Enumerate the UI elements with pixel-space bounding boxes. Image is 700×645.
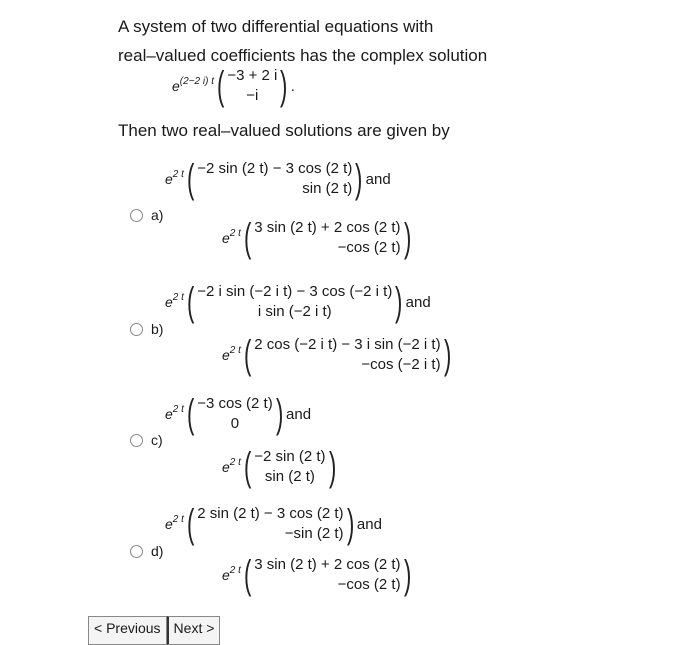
option-c-vector-2 [222, 447, 339, 487]
exp-power: 2 t [229, 565, 241, 576]
option-label-a: a) [151, 207, 164, 223]
radio-c[interactable] [130, 434, 143, 447]
exp-base: e [222, 230, 230, 246]
complex-solution [172, 66, 295, 106]
option-b-vector-2 [222, 335, 454, 375]
exp-base: e [222, 567, 230, 583]
vector-bottom: i sin (−2 i t) [257, 303, 332, 320]
right-paren: ) [355, 157, 363, 201]
left-paren: ( [216, 64, 225, 108]
navigation-bar [88, 616, 220, 645]
right-paren: ) [443, 333, 451, 377]
option-d[interactable] [130, 543, 163, 559]
option-label-c: c) [151, 432, 163, 448]
vector-top: −3 + 2 i [227, 67, 278, 84]
vector-top: −2 sin (2 t) − 3 cos (2 t) [197, 160, 353, 177]
vector-bottom: −cos (2 t) [337, 576, 401, 593]
left-paren: ( [243, 216, 252, 260]
vector-top: 2 cos (−2 i t) − 3 i sin (−2 i t) [254, 336, 441, 353]
right-paren: ) [280, 64, 288, 108]
option-b-vector-1 [165, 282, 431, 322]
vector-bottom: 0 [230, 415, 240, 432]
vector-top: 2 sin (2 t) − 3 cos (2 t) [197, 505, 344, 522]
option-c-vector-1 [165, 394, 311, 434]
right-paren: ) [403, 216, 411, 260]
left-paren: ( [186, 280, 195, 324]
option-d-vector-2 [222, 555, 414, 595]
right-paren: ) [346, 502, 354, 546]
option-b[interactable] [130, 321, 163, 337]
option-label-d: d) [151, 543, 164, 559]
left-paren: ( [186, 157, 195, 201]
option-a[interactable] [130, 207, 163, 223]
right-paren: ) [275, 392, 284, 436]
next-button[interactable]: Next > [167, 616, 221, 645]
trailing-period: . [290, 77, 295, 95]
radio-a[interactable] [130, 209, 143, 222]
radio-d[interactable] [130, 545, 143, 558]
exp-power: 2 t [229, 457, 241, 468]
vector-bottom: sin (2 t) [264, 468, 315, 485]
option-a-vector-1 [165, 159, 391, 199]
option-label-b: b) [151, 321, 164, 337]
left-paren: ( [243, 333, 252, 377]
and-connector: and [286, 405, 312, 423]
exp-power: 2 t [172, 404, 184, 415]
and-connector: and [405, 293, 431, 311]
exp-base: e [222, 459, 230, 475]
question-line-3: Then two real–valued solutions are given by [118, 121, 450, 140]
vector-bottom: −cos (−2 i t) [361, 356, 441, 373]
vector-top: −2 sin (2 t) [254, 448, 326, 465]
option-d-vector-1 [165, 504, 382, 544]
exp-power: 2 t [229, 228, 241, 239]
question-text [118, 12, 487, 70]
right-paren: ) [395, 280, 403, 324]
exp-power: 2 t [172, 292, 184, 303]
vector-top: −3 cos (2 t) [197, 395, 273, 412]
exp-base: e [172, 78, 180, 94]
right-paren: ) [403, 553, 411, 597]
option-c[interactable] [130, 432, 163, 448]
left-paren: ( [186, 502, 195, 546]
exp-base: e [165, 406, 173, 422]
vector-top: 3 sin (2 t) + 2 cos (2 t) [254, 219, 401, 236]
option-a-vector-2 [222, 218, 414, 258]
vector-bottom: −sin (2 t) [284, 525, 344, 542]
exp-power: 2 t [172, 514, 184, 525]
vector-bottom: −i [246, 87, 259, 104]
exp-base: e [165, 171, 173, 187]
vector-top: 3 sin (2 t) + 2 cos (2 t) [254, 556, 401, 573]
and-connector: and [365, 170, 391, 188]
previous-button[interactable]: < Previous [88, 616, 167, 645]
left-paren: ( [243, 445, 252, 489]
exp-power: 2 t [229, 345, 241, 356]
question-line-1: A system of two differential equations with [118, 17, 434, 36]
exp-power: (2−2 i) t [179, 76, 214, 87]
exp-power: 2 t [172, 169, 184, 180]
exp-base: e [165, 516, 173, 532]
radio-b[interactable] [130, 323, 143, 336]
vector-top: −2 i sin (−2 i t) − 3 cos (−2 i t) [197, 283, 393, 300]
and-connector: and [356, 515, 382, 533]
vector-bottom: −cos (2 t) [337, 239, 401, 256]
right-paren: ) [328, 445, 336, 489]
exp-base: e [222, 347, 230, 363]
vector-bottom: sin (2 t) [302, 180, 353, 197]
question-line-2: real–valued coefficients has the complex solution [118, 46, 488, 65]
left-paren: ( [186, 392, 195, 436]
exp-base: e [165, 294, 173, 310]
left-paren: ( [243, 553, 252, 597]
